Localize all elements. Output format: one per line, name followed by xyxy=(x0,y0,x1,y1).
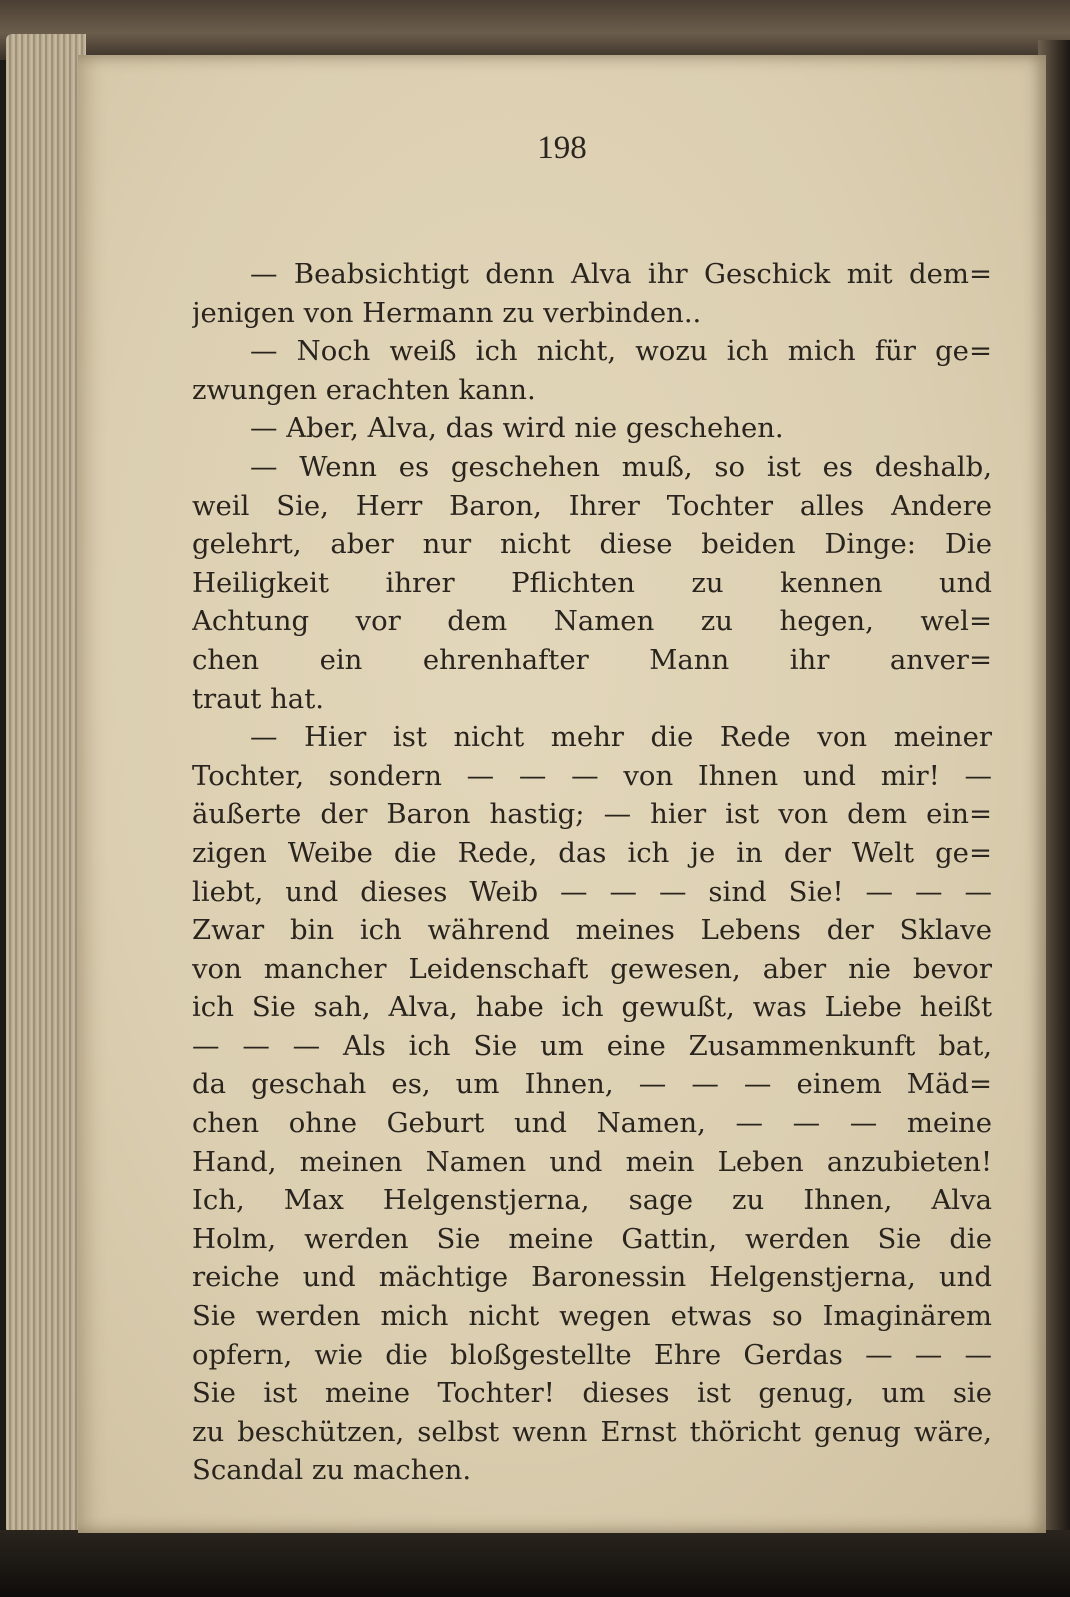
text-line: — Wenn es geschehen muß, so ist es deshalb, xyxy=(250,450,992,483)
text-line: zu beschützen, selbst wenn Ernst thöricht genug wäre, xyxy=(192,1415,992,1448)
page-number: 198 xyxy=(537,130,587,166)
text-line: weil Sie, Herr Baron, Ihrer Tochter alles Andere xyxy=(192,489,992,522)
text-line: ich Sie sah, Alva, habe ich gewußt, was Liebe heißt xyxy=(192,991,992,1024)
book-page xyxy=(78,55,1046,1533)
text-line: zigen Weibe die Rede, das ich je in der Welt ge= xyxy=(192,836,992,869)
book-cover-bottom-edge xyxy=(0,1530,1070,1597)
text-line: Zwar bin ich während meines Lebens der Sklave xyxy=(192,914,992,947)
text-line: liebt, und dieses Weib — — — sind Sie! — — — xyxy=(192,875,992,908)
text-line: Sie ist meine Tochter! dieses ist genug, um sie xyxy=(192,1377,992,1410)
text-line: Heiligkeit ihrer Pflichten zu kennen und xyxy=(192,566,992,599)
book-cover-top-edge xyxy=(0,0,1070,60)
text-line: chen ein ehrenhafter Mann ihr anver= xyxy=(192,643,992,676)
text-line: chen ohne Geburt und Namen, — — — meine xyxy=(192,1107,992,1140)
text-line: Sie werden mich nicht wegen etwas so Imaginärem xyxy=(192,1300,992,1333)
text-line: Scandal zu machen. xyxy=(192,1454,472,1487)
text-line: — Aber, Alva, das wird nie geschehen. xyxy=(250,412,784,445)
text-line: — — — Als ich Sie um eine Zusammenkunft bat, xyxy=(192,1029,992,1062)
text-line: reiche und mächtige Baronessin Helgenstjerna, und xyxy=(192,1261,992,1294)
text-line: äußerte der Baron hastig; — hier ist von dem ein= xyxy=(192,798,992,831)
text-line: Holm, werden Sie meine Gattin, werden Sie die xyxy=(192,1222,992,1255)
text-line: traut hat. xyxy=(192,682,324,715)
text-line: — Noch weiß ich nicht, wozu ich mich für ge= xyxy=(250,335,992,368)
text-line: opfern, wie die bloßgestellte Ehre Gerdas — — — xyxy=(192,1338,992,1371)
body-text xyxy=(192,255,992,1490)
text-line: da geschah es, um Ihnen, — — — einem Mäd= xyxy=(192,1068,992,1101)
text-line: von mancher Leidenschaft gewesen, aber nie bevor xyxy=(192,952,992,985)
text-line: jenigen von Hermann zu verbinden.. xyxy=(192,296,702,329)
text-line: Tochter, sondern — — — von Ihnen und mir! — xyxy=(192,759,992,792)
text-line: gelehrt, aber nur nicht diese beiden Dinge: Die xyxy=(192,528,992,561)
text-line: zwungen erachten kann. xyxy=(192,373,536,406)
text-line: Hand, meinen Namen und mein Leben anzubieten! xyxy=(192,1145,992,1178)
text-line: Achtung vor dem Namen zu hegen, wel= xyxy=(192,605,992,638)
page-stack-edge xyxy=(6,34,86,1534)
text-line: — Beabsichtigt denn Alva ihr Geschick mit dem= xyxy=(250,258,992,290)
text-line: — Hier ist nicht mehr die Rede von meiner xyxy=(250,721,992,754)
text-line: Ich, Max Helgenstjerna, sage zu Ihnen, Alva xyxy=(192,1184,992,1217)
